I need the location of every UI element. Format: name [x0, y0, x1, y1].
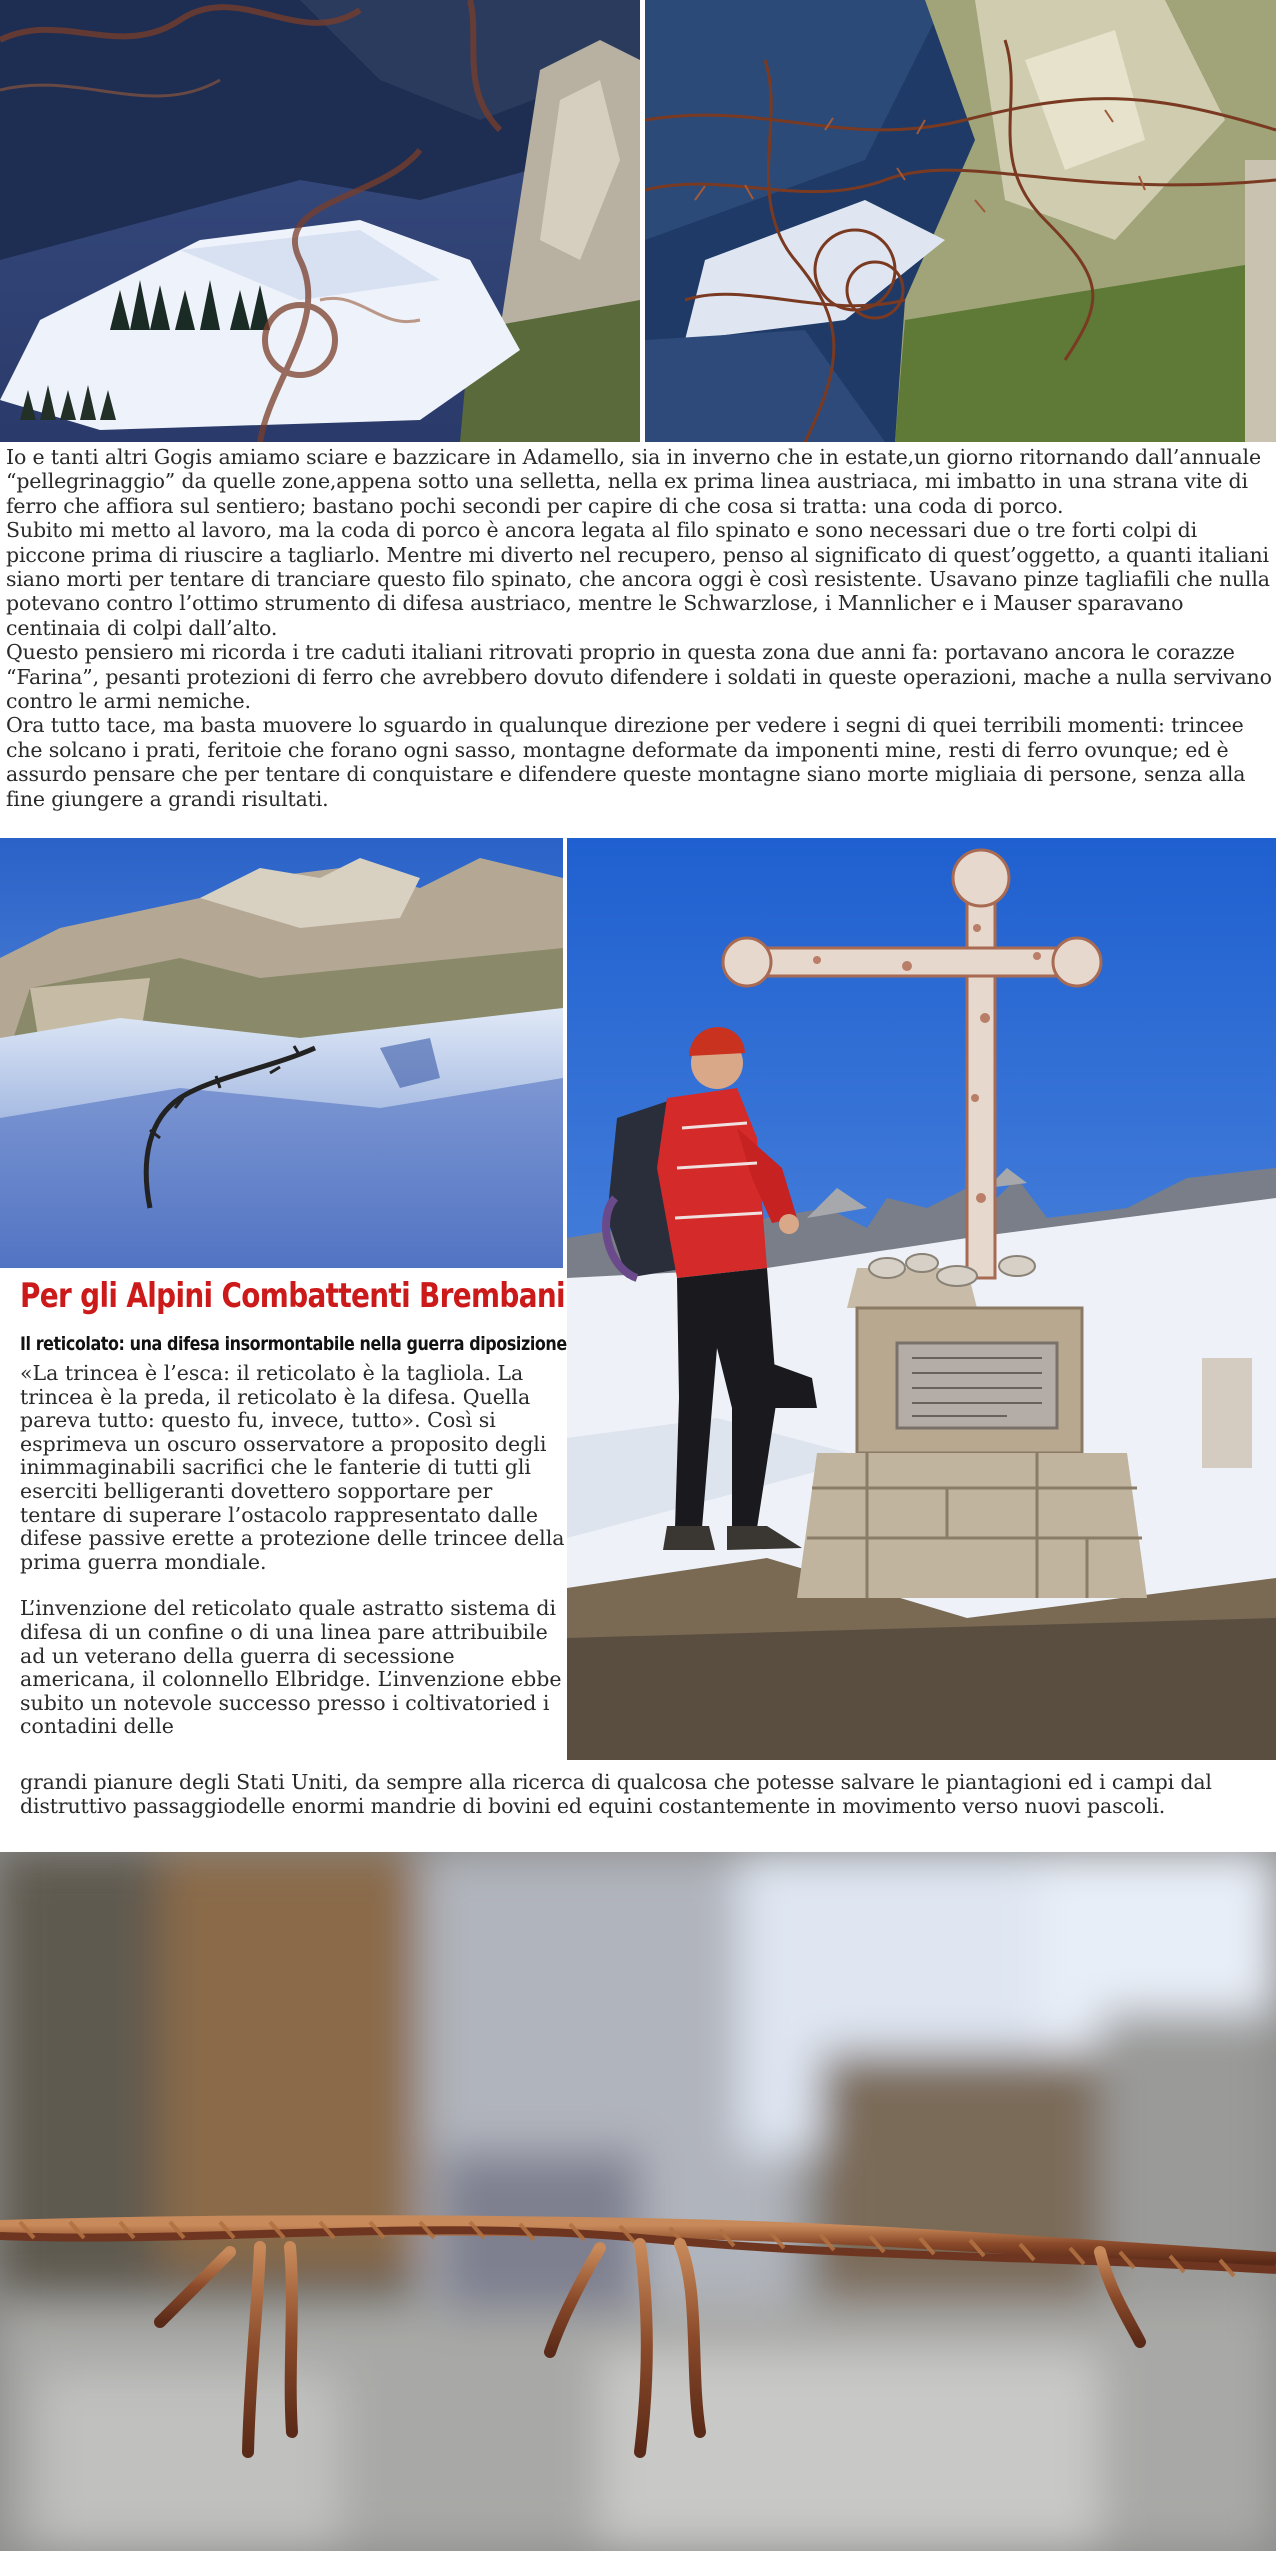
- snow-slope-wire-photo: [0, 838, 563, 1268]
- rusty-barbed-wire-closeup-photo: [0, 1852, 1276, 2551]
- intro-paragraph: Questo pensiero mi ricorda i tre caduti italiani ritrovati proprio in questa zona due anni fa: portavano ancora le corazze “Farina”, pesanti protezioni di ferro che avrebbero dovuto difendere i soldati in queste operazioni, mache a nulla servivano contro le armi nemiche.: [6, 640, 1272, 714]
- hiker-cross-memorial-photo: [567, 838, 1276, 1760]
- intro-text: [6, 445, 1272, 811]
- article-subtitle: Il reticolato: una difesa insormontabile nella guerra diposizione: [20, 1333, 567, 1355]
- article-paragraph: «La trincea è l’esca: il reticolato è la tagliola. La trincea è la preda, il reticolato è la difesa. Quella pareva tutto: questo fu, invece, tutto». Così si esprimeva un oscuro osservatore a proposito degli inimmaginabili sacrifici che le fanterie di tutti gli eserciti belligeranti dovettero sopportare per tentare di superare l’ostacolo rappresentato dalle difese passive erette a protezione delle trincee della prima guerra mondiale.: [20, 1361, 565, 1574]
- barbed-wire-mountain-photo: [645, 0, 1276, 442]
- intro-paragraph: Io e tanti altri Gogis amiamo sciare e bazzicare in Adamello, sia in inverno che in estate,un giorno ritornando dall’annuale “pellegrinaggio” da quelle zone,appena sotto una selletta, nella ex prima linea austriaca, mi imbatto in una strana vite di ferro che affiora sul sentiero; bastano pochi secondi per capire di che cosa si tratta: una coda di porco.: [6, 445, 1261, 518]
- article-column: [20, 1362, 565, 1739]
- valley-snow-photo: [0, 0, 640, 442]
- intro-paragraph: Subito mi metto al lavoro, ma la coda di porco è ancora legata al filo spinato e sono necessari due o tre forti colpi di piccone prima di riuscire a tagliarlo. Mentre mi diverto nel recupero, penso al significato di quest’oggetto, a quanti italiani siano morti per tentare di tranciare questo filo spinato, che ancora oggi è così resistente. Usavano pinze tagliafili che nulla potevano contro l’ottimo strumento di difesa austriaco, mentre le Schwarzlose, i Mannlicher e i Mauser sparavano centinaia di colpi dall’alto.: [6, 518, 1270, 640]
- intro-paragraph: Ora tutto tace, ma basta muovere lo sguardo in qualunque direzione per vedere i segni di quei terribili momenti: trincee che solcano i prati, feritoie che forano ogni sasso, montagne deformate da imponenti mine, resti di ferro ovunque; ed è assurdo pensare che per tentare di conquistare e difendere queste montagne siano morte migliaia di persone, senza alla fine giungere a grandi risultati.: [6, 713, 1246, 811]
- article-title: Per gli Alpini Combattenti Brembani: [20, 1276, 565, 1316]
- article-continuation: [20, 1770, 1260, 1819]
- article-paragraph: grandi pianure degli Stati Uniti, da sempre alla ricerca di qualcosa che potesse salvare le piantagioni ed i campi dal distruttivo passaggiodelle enormi mandrie di bovini ed equini costantemente in movimento verso nuovi pascoli.: [20, 1770, 1212, 1819]
- article-paragraph: L’invenzione del reticolato quale astratto sistema di difesa di un confine o di una linea pare attribuibile ad un veterano della guerra di secessione americana, il colonnello Elbridge. L’invenzione ebbe subito un notevole successo presso i coltivatoried i contadini delle: [20, 1596, 562, 1739]
